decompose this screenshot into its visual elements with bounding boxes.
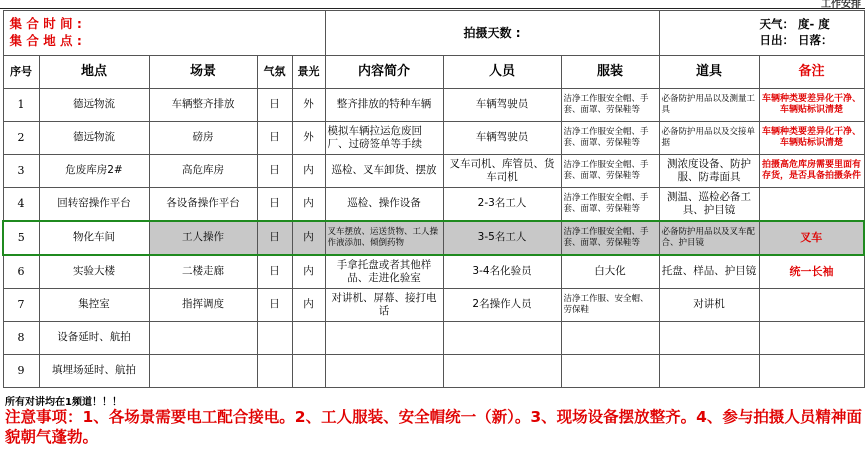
row-light[interactable]: 内 [292,289,325,322]
row-staff[interactable]: 3-4名化验员 [443,255,561,289]
table-row [3,155,864,188]
row-remark[interactable]: 车辆种类要差异化干净、车辆贴标识清楚 [759,89,864,122]
row-props[interactable]: 托盘、样品、护目镜 [659,255,759,289]
row-content[interactable]: 手拿托盘或者其他样品、走进化验室 [325,255,443,289]
row-staff[interactable]: 2名操作人员 [443,289,561,322]
row-place[interactable]: 危废库房2# [39,155,149,188]
row-remark[interactable]: 叉车 [759,221,864,255]
row-place[interactable]: 集控室 [39,289,149,322]
row-no[interactable]: 7 [3,289,39,322]
row-no[interactable]: 3 [3,155,39,188]
row-content[interactable]: 整齐排放的特种车辆 [325,89,443,122]
row-place[interactable]: 德远物流 [39,122,149,155]
row-costume[interactable]: 洁净工作服安全帽、手套、面罩、劳保鞋等 [561,122,659,155]
row-props[interactable]: 测温、巡检必备工具、护目镜 [659,188,759,222]
row-place[interactable]: 填埋场延时、航拍 [39,355,149,388]
table-row [3,355,864,388]
row-props[interactable]: 必备防护用品以及叉车配合、护目镜 [659,221,759,255]
weather-label: 天气： 度- 度 [759,17,830,32]
row-remark[interactable]: 拍摄高危库房需要里面有存货，是否具备拍摄条件 [759,155,864,188]
row-content[interactable] [325,355,443,388]
row-no[interactable]: 4 [3,188,39,222]
row-light[interactable] [292,322,325,355]
row-props[interactable]: 测浓度设备、防护服、防毒面具 [659,155,759,188]
table-row [3,255,864,289]
shoot-days-label: 拍摄天数 : [325,11,659,56]
col-header-costume: 服装 [561,56,659,89]
row-light[interactable]: 外 [292,122,325,155]
row-scene[interactable]: 指挥调度 [149,289,257,322]
col-header-staff: 人员 [443,56,561,89]
row-costume[interactable] [561,322,659,355]
col-header-content: 内容简介 [325,56,443,89]
row-costume[interactable]: 洁净工作服安全帽、手套、面罩、劳保鞋等 [561,188,659,222]
row-light[interactable]: 外 [292,89,325,122]
row-place[interactable]: 物化车间 [39,221,149,255]
row-place[interactable]: 实验大楼 [39,255,149,289]
row-mood[interactable]: 日 [257,188,292,222]
assemble-info [3,11,325,56]
row-mood[interactable] [257,322,292,355]
row-content[interactable]: 巡检、操作设备 [325,188,443,222]
row-place[interactable]: 德远物流 [39,89,149,122]
sheet-top-edge [0,0,865,9]
table-row [3,122,864,155]
col-header-mood: 气氛 [257,56,292,89]
row-place[interactable]: 回转窑操作平台 [39,188,149,222]
row-content[interactable] [325,322,443,355]
header-row [3,11,864,56]
row-no[interactable]: 8 [3,322,39,355]
assemble-time-label: 集 合 时 间 : [9,16,82,32]
row-mood[interactable]: 日 [257,89,292,122]
row-costume[interactable]: 洁净工作服安全帽、手套、面罩、劳保鞋等 [561,221,659,255]
row-scene[interactable]: 磅房 [149,122,257,155]
row-remark[interactable] [759,188,864,222]
row-props[interactable] [659,355,759,388]
assemble-place-label: 集 合 地 点 : [9,33,82,48]
row-staff[interactable]: 车辆驾驶员 [443,122,561,155]
row-no[interactable]: 5 [3,221,39,255]
row-mood[interactable]: 日 [257,155,292,188]
row-staff[interactable]: 车辆驾驶员 [443,89,561,122]
row-light[interactable]: 内 [292,221,325,255]
row-scene[interactable]: 车辆整齐排放 [149,89,257,122]
row-scene[interactable]: 工人操作 [149,221,257,255]
row-content[interactable]: 巡检、叉车卸货、摆放 [325,155,443,188]
row-place[interactable]: 设备延时、航拍 [39,322,149,355]
row-props[interactable]: 必备防护用品以及交接单据 [659,122,759,155]
col-header-props: 道具 [659,56,759,89]
row-costume[interactable]: 白大化 [561,255,659,289]
row-scene[interactable] [149,355,257,388]
row-mood[interactable]: 日 [257,289,292,322]
row-costume[interactable] [561,355,659,388]
schedule-table [2,10,865,388]
row-scene[interactable]: 二楼走廊 [149,255,257,289]
col-header-place: 地点 [39,56,149,89]
row-props[interactable]: 必备防护用品以及测量工具 [659,89,759,122]
sun-label: 日出： 日落： [759,33,833,47]
row-content[interactable]: 叉车摆放、运送货物、工人操作液添加、倾倒药物 [325,221,443,255]
row-no[interactable]: 9 [3,355,39,388]
row-props[interactable]: 对讲机 [659,289,759,322]
row-no[interactable]: 1 [3,89,39,122]
row-no[interactable]: 6 [3,255,39,289]
row-remark[interactable]: 统一长袖 [759,255,864,289]
table-row [3,188,864,222]
row-costume[interactable]: 洁净工作服安全帽、手套、面罩、劳保鞋等 [561,89,659,122]
row-staff[interactable] [443,322,561,355]
row-scene[interactable]: 高危库房 [149,155,257,188]
col-header-light: 景光 [292,56,325,89]
table-row-selected [3,221,864,255]
row-light[interactable]: 内 [292,188,325,222]
row-content[interactable]: 模拟车辆拉运危废回厂、过磅签单等手续 [325,122,443,155]
table-row [3,322,864,355]
row-mood[interactable]: 日 [257,122,292,155]
row-light[interactable]: 内 [292,255,325,289]
channel-note: 所有对讲均在1频道！！！ [5,397,122,408]
weather-info [659,11,864,56]
row-staff[interactable] [443,355,561,388]
row-remark[interactable]: 车辆种类要差异化干净、车辆贴标识清楚 [759,122,864,155]
row-staff[interactable]: 3-5名工人 [443,221,561,255]
sheet-top-title: 工作安排 [821,0,861,10]
row-scene[interactable] [149,322,257,355]
table-row [3,289,864,322]
col-header-no: 序号 [3,56,39,89]
row-mood[interactable]: 日 [257,255,292,289]
notice-text: 注意事项：1、各场景需要电工配合接电。2、工人服装、安全帽统一（新）。3、现场设备摆放整齐。4、参与拍摄人员精神面貌朝气蓬勃。 [5,408,862,447]
row-scene[interactable]: 各设备操作平台 [149,188,257,222]
col-header-scene: 场景 [149,56,257,89]
row-props[interactable] [659,322,759,355]
row-costume[interactable]: 洁净工作服安全帽、手套、面罩、劳保鞋等 [561,155,659,188]
row-mood[interactable] [257,355,292,388]
column-header-row [3,56,864,89]
row-remark[interactable] [759,289,864,322]
row-staff[interactable]: 叉车司机、库管员、货车司机 [443,155,561,188]
row-costume[interactable]: 洁净工作服、安全帽、劳保鞋 [561,289,659,322]
row-staff[interactable]: 2-3名工人 [443,188,561,222]
table-row [3,89,864,122]
row-no[interactable]: 2 [3,122,39,155]
row-remark[interactable] [759,322,864,355]
col-header-remark: 备注 [759,56,864,89]
row-light[interactable]: 内 [292,155,325,188]
row-remark[interactable] [759,355,864,388]
row-mood[interactable]: 日 [257,221,292,255]
row-light[interactable] [292,355,325,388]
row-content[interactable]: 对讲机、屏幕、接打电话 [325,289,443,322]
